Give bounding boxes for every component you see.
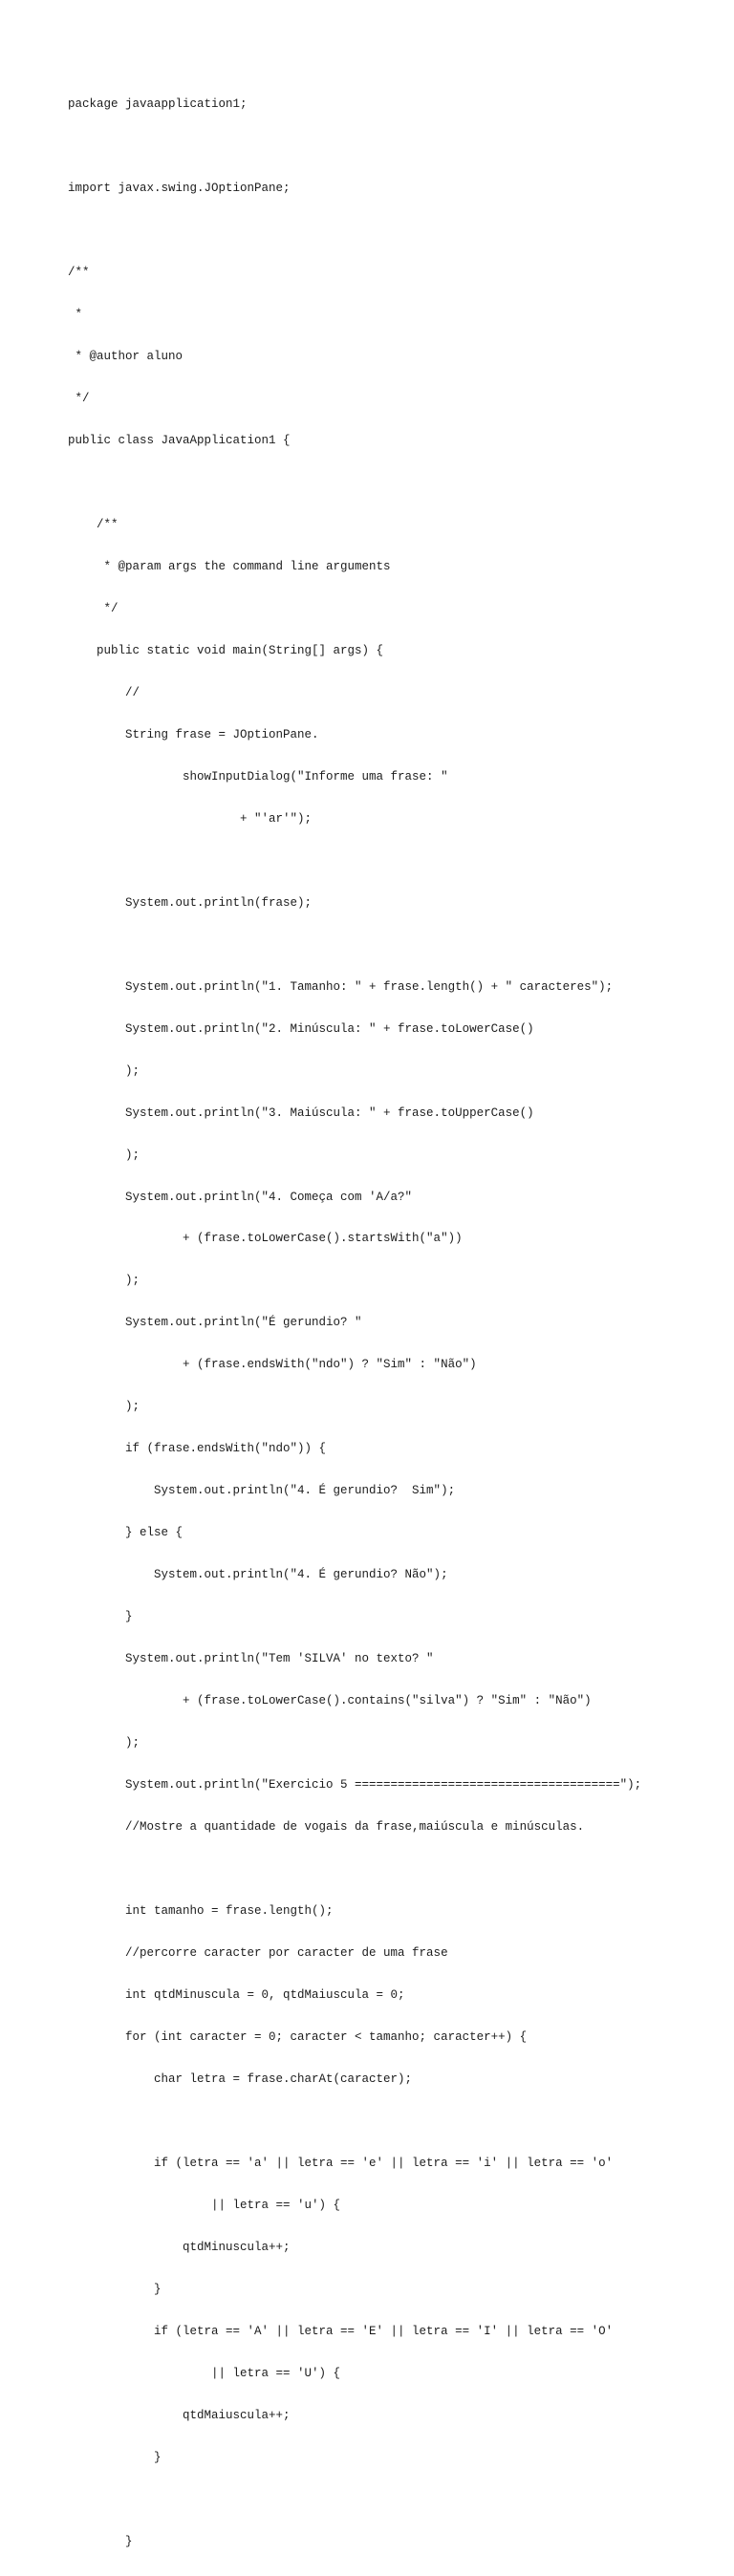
code-line: for (int caracter = 0; caracter < tamanho; caracter++) { — [68, 2029, 528, 2044]
code-line: String frase = JOptionPane. — [68, 727, 319, 741]
code-line: || letra == 'u') { — [68, 2198, 341, 2212]
code-line: public class JavaApplication1 { — [68, 434, 291, 448]
code-line: + (frase.toLowerCase().startsWith("a")) — [68, 1232, 463, 1246]
code-line: + (frase.endsWith("ndo") ? "Sim" : "Não") — [68, 1358, 477, 1372]
code-line: System.out.println("Exercicio 5 ====================================="); — [68, 1778, 642, 1792]
code-line: //percorre caracter por caracter de uma frase — [68, 1945, 448, 1960]
code-line: System.out.println("Tem 'SILVA' no texto? " — [68, 1652, 434, 1666]
code-line: /** — [68, 518, 119, 531]
code-line: System.out.println("4. É gerundio? Não"); — [68, 1568, 448, 1582]
code-listing — [68, 70, 718, 2576]
code-line: * @author aluno — [68, 350, 184, 364]
code-line: ); — [68, 1400, 140, 1414]
code-line: if (frase.endsWith("ndo")) { — [68, 1442, 327, 1456]
blank-line — [68, 2114, 718, 2129]
code-line: showInputDialog("Informe uma frase: " — [68, 769, 448, 784]
code-line: * — [68, 308, 83, 322]
code-line: if (letra == 'A' || letra == 'E' || letra == 'I' || letra == 'O' — [68, 2324, 614, 2338]
code-line: /** — [68, 266, 90, 280]
code-line: System.out.println("1. Tamanho: " + frase.length() + " caracteres"); — [68, 979, 614, 994]
code-line: ); — [68, 1148, 140, 1162]
code-line: System.out.println(frase); — [68, 895, 313, 910]
blank-line — [68, 476, 718, 490]
code-line: */ — [68, 392, 90, 406]
code-line: + "'ar'"); — [68, 811, 313, 826]
code-line: char letra = frase.charAt(caracter); — [68, 2072, 413, 2086]
code-line: System.out.println("4. É gerundio? Sim"); — [68, 1484, 456, 1498]
code-line: } — [68, 2534, 133, 2548]
code-line: System.out.println("3. Maiúscula: " + frase.toUpperCase() — [68, 1106, 534, 1120]
blank-line — [68, 140, 718, 154]
code-line: import javax.swing.JOptionPane; — [68, 182, 291, 196]
code-line: ); — [68, 1063, 140, 1078]
code-line: || letra == 'U') { — [68, 2366, 341, 2380]
blank-line — [68, 938, 718, 953]
blank-line — [68, 2493, 718, 2507]
code-line: if (letra == 'a' || letra == 'e' || letra == 'i' || letra == 'o' — [68, 2156, 614, 2170]
code-line: } else { — [68, 1526, 184, 1540]
code-line: //Mostre a quantidade de vogais da frase,maiúscula e minúsculas. — [68, 1820, 585, 1835]
code-line: qtdMaiuscula++; — [68, 2408, 291, 2422]
code-line: + (frase.toLowerCase().contains("silva") ? "Sim" : "Não") — [68, 1694, 592, 1708]
code-line: qtdMinuscula++; — [68, 2240, 291, 2254]
code-line: System.out.println("4. Começa com 'A/a?" — [68, 1190, 413, 1204]
code-line: * @param args the command line arguments — [68, 559, 391, 573]
code-line: } — [68, 2450, 162, 2464]
code-line: // — [68, 685, 140, 699]
code-line: package javaapplication1; — [68, 97, 248, 112]
code-line: System.out.println("2. Minúscula: " + frase.toLowerCase() — [68, 1021, 534, 1036]
code-line: public static void main(String[] args) { — [68, 643, 384, 657]
blank-line — [68, 224, 718, 238]
code-line: } — [68, 1610, 133, 1624]
code-line: int qtdMinuscula = 0, qtdMaiuscula = 0; — [68, 1987, 405, 2002]
code-line: int tamanho = frase.length(); — [68, 1903, 334, 1918]
blank-line — [68, 1862, 718, 1877]
blank-line — [68, 854, 718, 869]
code-line: ); — [68, 1274, 140, 1288]
code-line: System.out.println("É gerundio? " — [68, 1316, 362, 1330]
code-line: } — [68, 2282, 162, 2296]
code-line: */ — [68, 601, 119, 615]
code-line: ); — [68, 1736, 140, 1750]
